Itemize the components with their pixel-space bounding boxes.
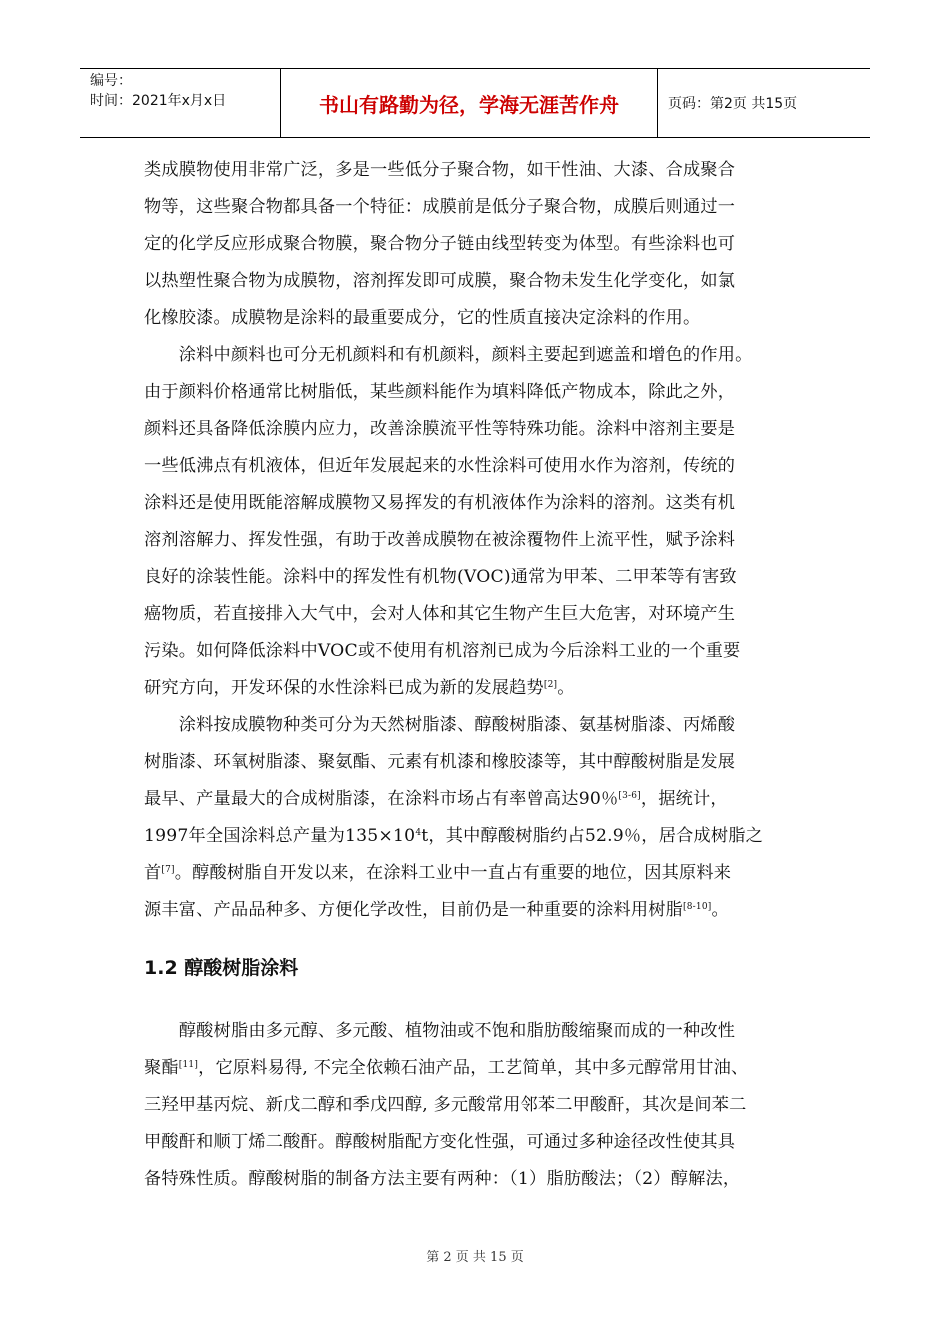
text-line: 物等，这些聚合物都具备一个特征：成膜前是低分子聚合物，成膜后则通过一: [144, 197, 736, 217]
text-line: 树脂漆、环氧树脂漆、聚氨酯、元素有机漆和橡胶漆等，其中醇酸树脂是发展: [144, 752, 736, 772]
text-line: 备特殊性质。醇酸树脂的制备方法主要有两种：（1）脂肪酸法；（2）醇解法，: [144, 1169, 741, 1189]
text-span: ，据统计，: [640, 789, 728, 809]
text-line: 污染。如何降低涂料中VOC或不使用有机溶剂已成为今后涂料工业的一个重要: [144, 641, 741, 661]
text-span: 首: [144, 863, 162, 883]
text-line: 癌物质，若直接排入大气中，会对人体和其它生物产生巨大危害，对环境产生: [144, 604, 736, 624]
header-meta: [80, 69, 280, 137]
text-line: [144, 818, 808, 855]
paragraph-3: [144, 707, 808, 929]
text-span: 研究方向，开发环保的水性涂料已成为新的发展趋势: [144, 678, 544, 698]
text-line: 定的化学反应形成聚合物膜，聚合物分子链由线型转变为体型。有些涂料也可: [144, 234, 736, 254]
text-line: 三羟甲基丙烷、新戊二醇和季戊四醇, 多元酸常用邻苯二甲酸酐，其次是间苯二: [144, 1095, 747, 1115]
citation[interactable]: [11]: [178, 1060, 199, 1070]
text-line: 以热塑性聚合物为成膜物，溶剂挥发即可成膜，聚合物未发生化学变化，如氯: [144, 271, 736, 291]
text-line: [144, 781, 808, 818]
text-span: ，它原料易得, 不完全依赖石油产品，工艺简单，其中多元醇常用甘油、: [198, 1058, 749, 1078]
citation[interactable]: [8-10]: [683, 902, 712, 912]
document-date: 时间：2021年x月x日: [90, 93, 227, 109]
page-header: [80, 68, 870, 138]
paragraph-1: [144, 152, 808, 337]
text-line: 良好的涂装性能。涂料中的挥发性有机物(VOC)通常为甲苯、二甲苯等有害致: [144, 567, 737, 587]
text-line: [144, 892, 808, 929]
text-line: 醇酸树脂由多元醇、多元酸、植物油或不饱和脂肪酸缩聚而成的一种改性: [144, 1021, 736, 1041]
text-line: 涂料还是使用既能溶解成膜物又易挥发的有机液体作为涂料的溶剂。这类有机: [144, 493, 736, 513]
text-span: 1997年全国涂料总产量为135×10: [144, 826, 416, 846]
header-page-info: 页码：第2页 共15页: [668, 96, 798, 112]
text-line: 化橡胶漆。成膜物是涂料的最重要成分，它的性质直接决定涂料的作用。: [144, 308, 701, 328]
text-line: 颜料还具备降低涂膜内应力，改善涂膜流平性等特殊功能。涂料中溶剂主要是: [144, 419, 736, 439]
text-line: 甲酸酐和顺丁烯二酸酐。醇酸树脂配方变化性强，可通过多种途径改性使其具: [144, 1132, 736, 1152]
text-span: 源丰富、产品品种多、方便化学改性，目前仍是一种重要的涂料用树脂: [144, 900, 684, 920]
text-span: 。: [557, 678, 575, 698]
exponent: 4: [415, 828, 422, 838]
paragraph-4: [144, 1013, 808, 1198]
paragraph-2: [144, 337, 808, 707]
text-line: 涂料按成膜物种类可分为天然树脂漆、醇酸树脂漆、氨基树脂漆、丙烯酸: [144, 715, 736, 735]
text-span: t，其中醇酸树脂约占52.9％，居合成树脂之: [421, 826, 764, 846]
text-line: 涂料中颜料也可分无机颜料和有机颜料，颜料主要起到遮盖和增色的作用。: [144, 345, 753, 365]
text-span: 最早、产量最大的合成树脂漆，在涂料市场占有率曾高达90％: [144, 789, 619, 809]
text-line: 由于颜料价格通常比树脂低，某些颜料能作为填料降低产物成本，除此之外，: [144, 382, 736, 402]
text-line: 溶剂溶解力、挥发性强，有助于改善成膜物在被涂覆物件上流平性，赋予涂料: [144, 530, 736, 550]
document-number: 编号：: [90, 73, 132, 89]
text-line: 一些低沸点有机液体，但近年发展起来的水性涂料可使用水作为溶剂，传统的: [144, 456, 736, 476]
text-line: [144, 1050, 808, 1087]
citation[interactable]: [3-6]: [618, 791, 641, 801]
citation[interactable]: [7]: [161, 865, 175, 875]
header-motto: 书山有路勤为径，学海无涯苦作舟: [280, 69, 658, 137]
text-line: 类成膜物使用非常广泛，多是一些低分子聚合物，如干性油、大漆、合成聚合: [144, 160, 736, 180]
text-line: [144, 670, 808, 707]
section-heading: 1.2 醇酸树脂涂料: [144, 957, 299, 979]
text-span: 聚酯: [144, 1058, 179, 1078]
text-span: 。: [711, 900, 729, 920]
document-body: [144, 152, 808, 1198]
text-span: 。醇酸树脂自开发以来，在涂料工业中一直占有重要的地位，因其原料来: [174, 863, 732, 883]
page-footer: 第 2 页 共 15 页: [426, 1250, 524, 1265]
citation[interactable]: [2]: [543, 680, 558, 690]
text-line: [144, 855, 808, 892]
